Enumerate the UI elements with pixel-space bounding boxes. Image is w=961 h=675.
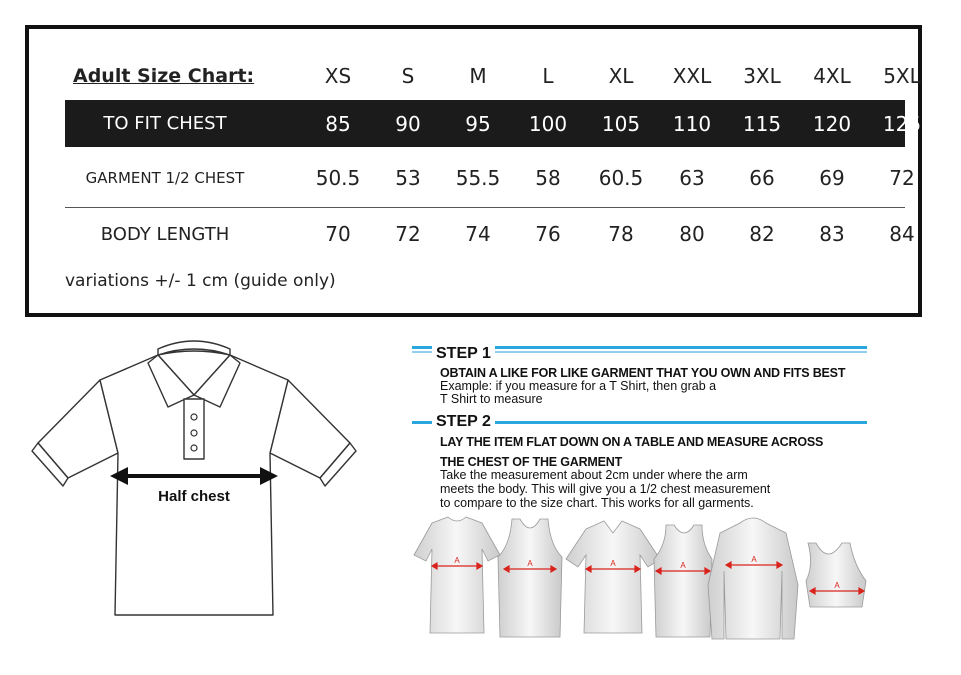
value-cell: 120 xyxy=(812,111,852,136)
tshirt-icon xyxy=(414,517,500,633)
value-cell: 72 xyxy=(395,222,421,246)
size-m: M xyxy=(469,64,487,88)
size-header-row xyxy=(65,53,921,99)
value-cell: 60.5 xyxy=(598,166,644,190)
row-garment-half-chest xyxy=(65,155,915,201)
row-body-length xyxy=(65,211,915,257)
value-cell: 78 xyxy=(608,222,634,246)
value-cell: 82 xyxy=(749,222,775,246)
size-4xl: 4XL xyxy=(813,64,851,88)
step2-title: STEP 2 xyxy=(432,414,495,430)
step1-heading: OBTAIN A LIKE FOR LIKE GARMENT THAT YOU OWN AND FITS BEST xyxy=(440,366,846,380)
polo-shirt-illustration xyxy=(30,335,360,635)
value-cell: 95 xyxy=(465,111,491,136)
row-to-fit-chest xyxy=(65,100,922,147)
row-label: BODY LENGTH xyxy=(100,223,230,245)
size-xxl: XXL xyxy=(672,64,712,88)
step2-line2: meets the body. This will give you a 1/2 chest measurement xyxy=(440,482,771,496)
size-xl: XL xyxy=(608,64,634,88)
row-label: GARMENT 1/2 CHEST xyxy=(85,169,245,187)
size-3xl: 3XL xyxy=(743,64,781,88)
step1-line2: T Shirt to measure xyxy=(440,392,543,406)
variation-note: variations +/- 1 cm (guide only) xyxy=(65,271,336,291)
chart-title: Adult Size Chart: xyxy=(73,65,255,87)
size-s: S xyxy=(401,64,415,88)
value-cell: 100 xyxy=(528,111,568,136)
value-cell: 115 xyxy=(742,111,782,136)
value-cell: 70 xyxy=(325,222,351,246)
value-cell: 110 xyxy=(672,111,712,136)
size-5xl: 5XL xyxy=(883,64,921,88)
step1-title: STEP 1 xyxy=(432,346,495,362)
size-l: L xyxy=(542,64,554,88)
value-cell: 72 xyxy=(889,166,915,190)
step2-line3: to compare to the size chart. This works for all garments. xyxy=(440,496,754,510)
marker-a: A xyxy=(680,561,686,570)
row-label: TO FIT CHEST xyxy=(103,113,227,134)
size-xs: XS xyxy=(324,64,352,88)
garment-examples xyxy=(410,515,870,640)
tank-icon xyxy=(654,525,712,637)
step1-line1: Example: if you measure for a T Shirt, then grab a xyxy=(440,379,717,393)
polo-icon xyxy=(566,521,660,633)
step2-line1: Take the measurement about 2cm under where the arm xyxy=(440,468,748,482)
marker-a: A xyxy=(527,559,533,568)
singlet-icon xyxy=(498,519,562,637)
value-cell: 69 xyxy=(819,166,845,190)
marker-a: A xyxy=(454,556,460,565)
value-cell: 50.5 xyxy=(315,166,361,190)
marker-a: A xyxy=(751,555,757,564)
step2-heading-1: LAY THE ITEM FLAT DOWN ON A TABLE AND MEASURE ACROSS xyxy=(440,435,824,449)
value-cell: 55.5 xyxy=(455,166,501,190)
size-chart xyxy=(25,25,922,317)
marker-a: A xyxy=(610,559,616,568)
marker-a: A xyxy=(834,581,840,590)
value-cell: 66 xyxy=(749,166,775,190)
value-cell: 84 xyxy=(889,222,915,246)
value-cell: 90 xyxy=(395,111,421,136)
value-cell: 63 xyxy=(679,166,705,190)
value-cell: 74 xyxy=(465,222,491,246)
step2-heading-2: THE CHEST OF THE GARMENT xyxy=(440,455,623,469)
value-cell: 83 xyxy=(819,222,845,246)
half-chest-label: Half chest xyxy=(158,488,230,505)
value-cell: 53 xyxy=(395,166,421,190)
value-cell: 80 xyxy=(679,222,705,246)
value-cell: 58 xyxy=(535,166,561,190)
value-cell: 105 xyxy=(601,111,641,136)
value-cell: 85 xyxy=(325,111,351,136)
jacket-icon xyxy=(708,518,798,639)
crop-top-icon xyxy=(806,543,866,607)
divider xyxy=(65,207,905,208)
value-cell: 76 xyxy=(535,222,561,246)
value-cell: 125 xyxy=(882,111,922,136)
